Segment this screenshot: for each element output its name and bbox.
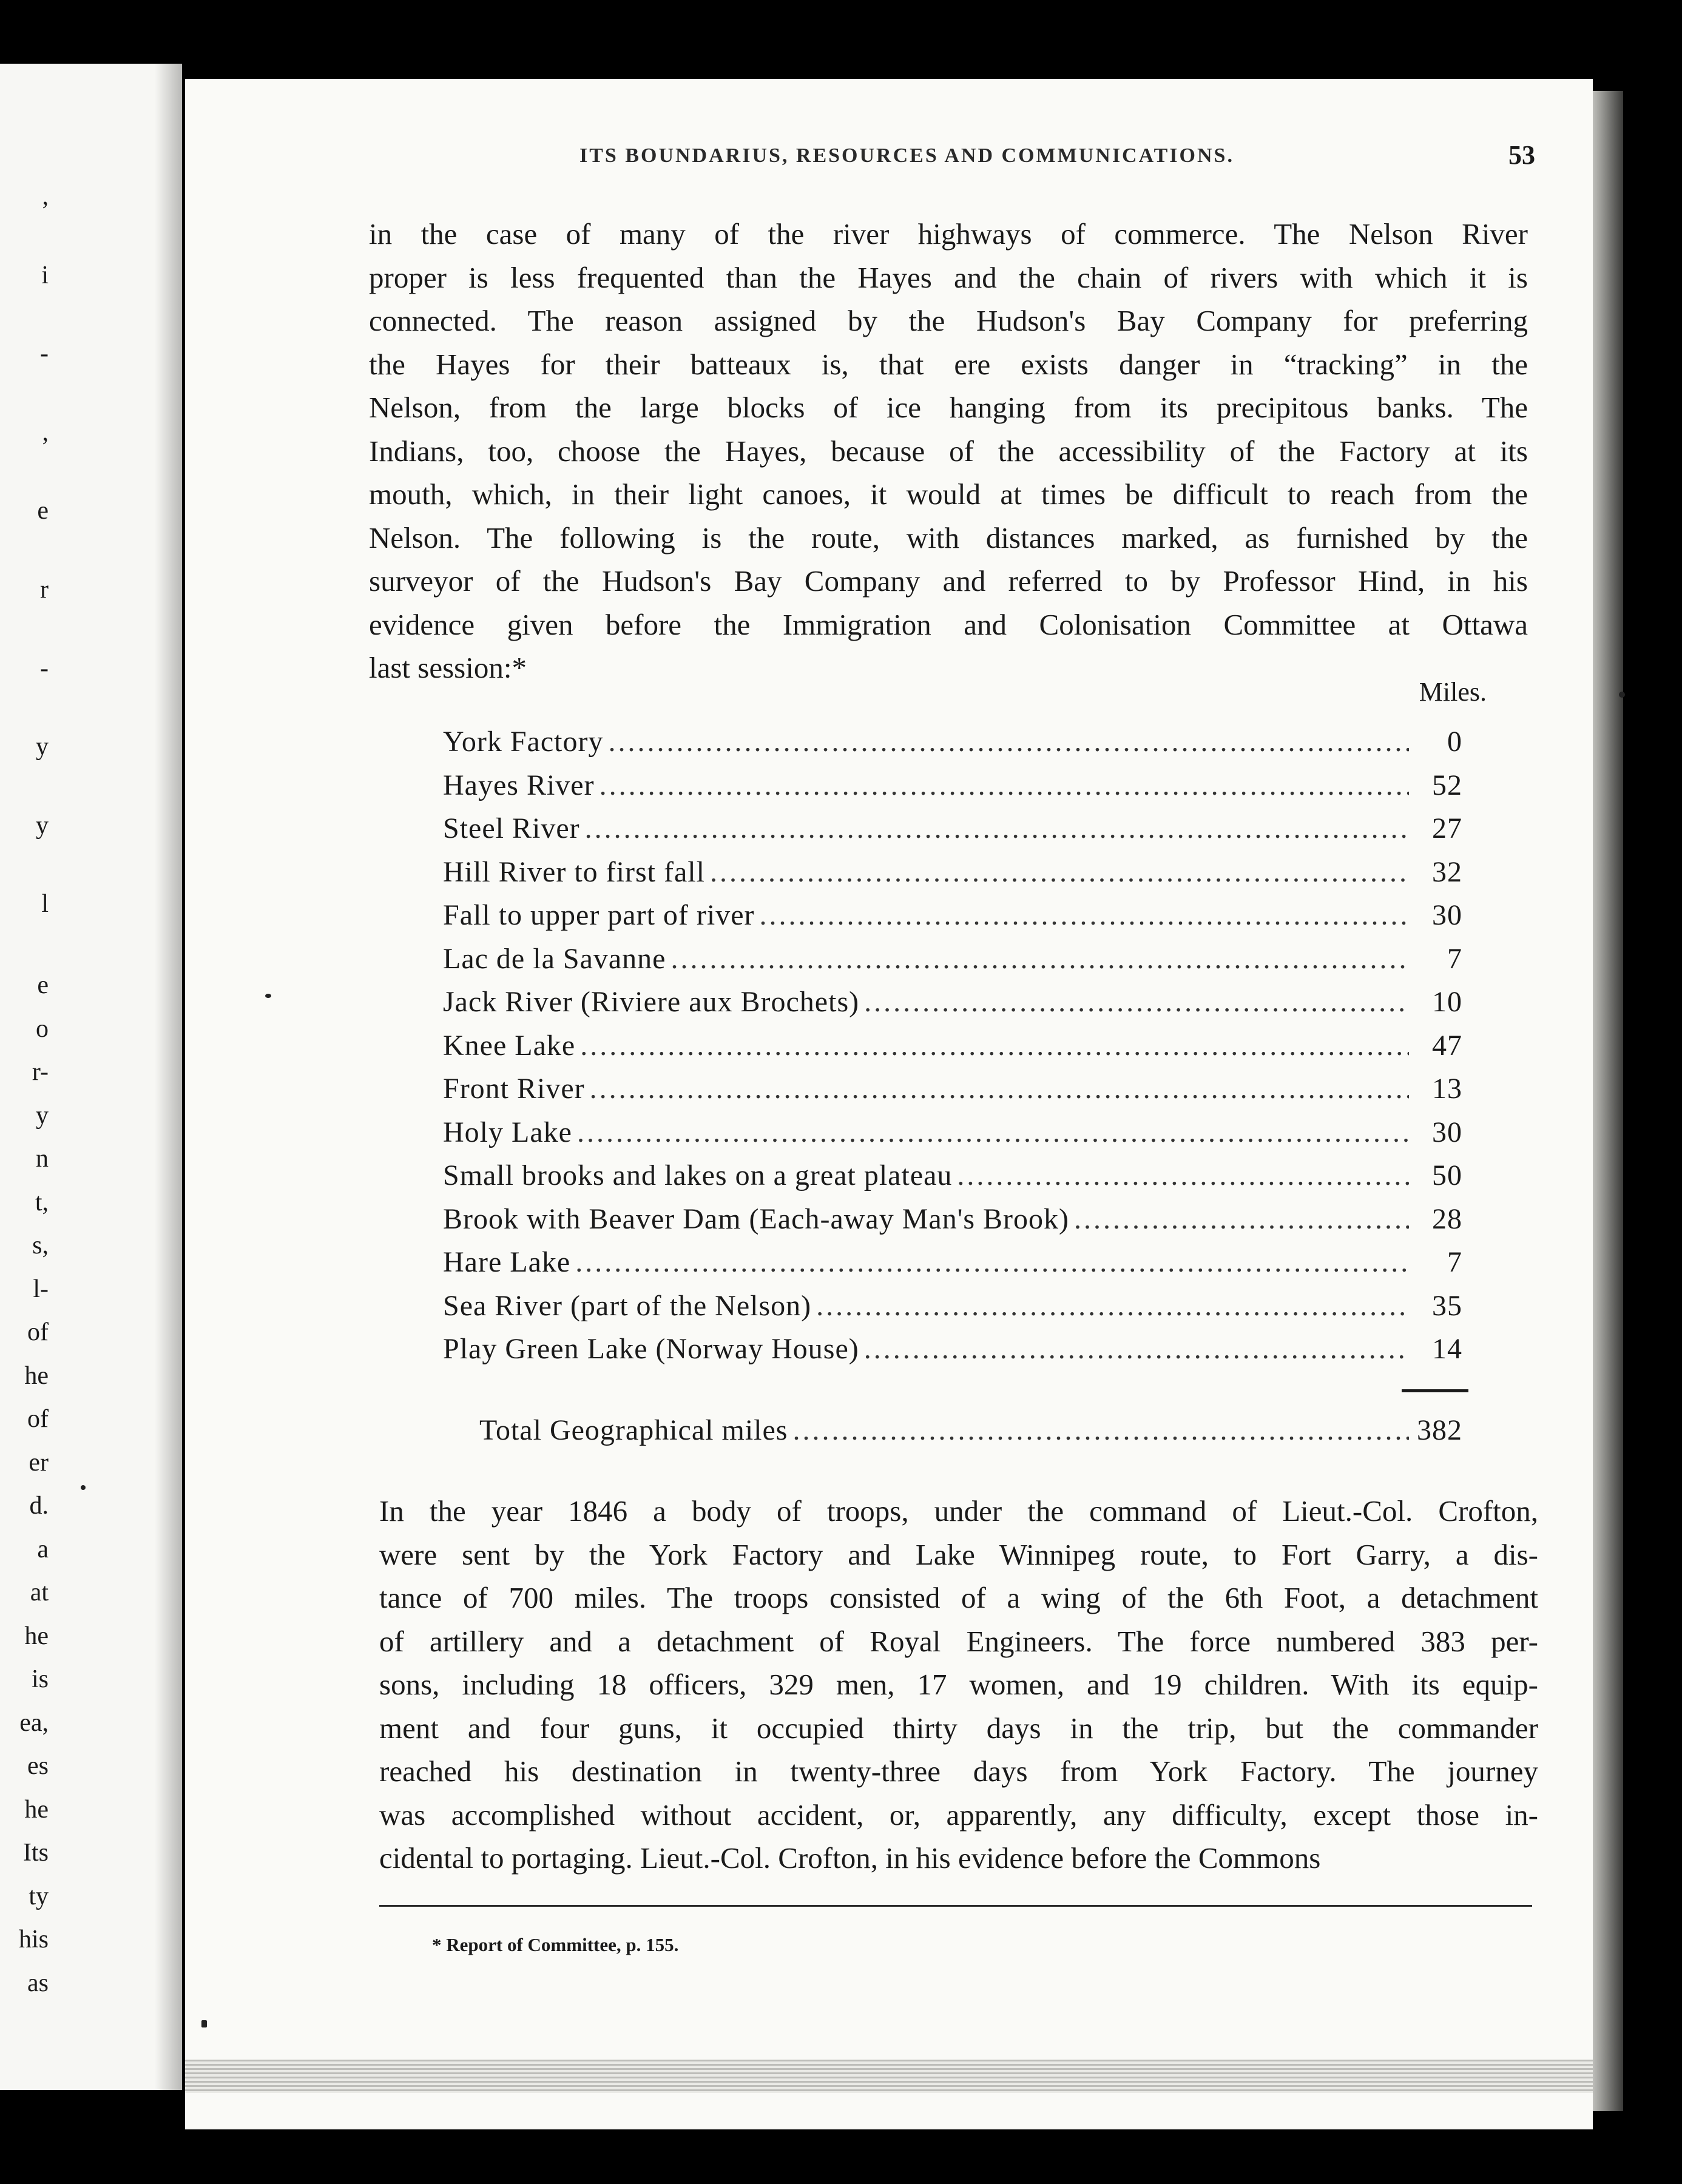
- footnote: * Report of Committee, p. 155.: [432, 1934, 679, 1955]
- route-row: [443, 942, 1462, 986]
- text-line: In the year 1846 a body of troops, under the command of Lieut.-Col. Crofton,: [379, 1494, 1538, 1528]
- route-row: [443, 1029, 1462, 1073]
- footnote-rule: [379, 1905, 1532, 1907]
- scan-speck: [201, 2020, 207, 2027]
- scan-speck: [81, 1485, 86, 1490]
- left-page-fragment: n: [36, 1145, 49, 1173]
- text-line: cidental to portaging. Lieut.-Col. Crofton, in his evidence before the Commons: [379, 1841, 1321, 1875]
- left-page-fragment: at: [30, 1579, 49, 1606]
- dot-leader: [864, 1332, 1409, 1366]
- route-row: [443, 1245, 1462, 1289]
- dot-leader: [575, 1245, 1409, 1279]
- left-page-fragment: is: [31, 1665, 49, 1693]
- book-gutter: [155, 64, 182, 2090]
- dot-leader: [816, 1289, 1409, 1323]
- route-row: [443, 898, 1462, 942]
- left-page-fragment: s,: [32, 1232, 49, 1259]
- left-page-fragment: o: [36, 1014, 49, 1043]
- route-miles: 50: [1432, 1159, 1462, 1191]
- left-page-fragment: Its: [23, 1839, 49, 1867]
- left-page-fragment: e: [37, 971, 49, 999]
- left-page-edge: [0, 64, 182, 2090]
- left-page-fragment: ,: [42, 418, 49, 447]
- route-place: Front River: [443, 1073, 585, 1105]
- route-place: York Factory: [443, 726, 604, 758]
- route-row: [443, 1116, 1462, 1159]
- left-page-fragment: y: [36, 811, 49, 840]
- text-line: Nelson. The following is the route, with distances marked, as furnished by the: [369, 521, 1528, 554]
- route-distance-table: [443, 725, 1462, 1376]
- text-line: tance of 700 miles. The troops consisted of a wing of the 6th Foot, a detachment: [379, 1581, 1538, 1614]
- left-page-fragment: of: [27, 1318, 49, 1346]
- text-line: Nelson, from the large blocks of ice hanging from its precipitous banks. The: [369, 391, 1528, 424]
- left-page-fragment: he: [24, 1622, 49, 1650]
- left-page-fragment: l: [41, 890, 49, 918]
- route-row: [443, 1159, 1462, 1202]
- scan-speck: [265, 994, 271, 998]
- route-place: Sea River (part of the Nelson): [443, 1289, 812, 1322]
- left-page-fragment: a: [37, 1535, 49, 1563]
- route-row: [443, 985, 1462, 1029]
- route-total-row: [479, 1414, 1462, 1447]
- left-page-fragment: e: [37, 497, 49, 525]
- total-rule: [1402, 1389, 1468, 1392]
- text-line: surveyor of the Hudson's Bay Company and referred to by Professor Hind, in his: [369, 564, 1528, 598]
- text-line: in the case of many of the river highways of commerce. The Nelson River: [369, 217, 1528, 251]
- dot-leader: [577, 1116, 1409, 1149]
- text-line: reached his destination in twenty-three days from York Factory. The journey: [379, 1754, 1538, 1788]
- left-page-fragment: he: [24, 1361, 49, 1390]
- dot-leader: [600, 769, 1409, 802]
- route-row: [443, 1332, 1462, 1376]
- dot-leader: [710, 855, 1409, 889]
- dot-leader: [864, 985, 1409, 1019]
- route-row: [443, 1202, 1462, 1246]
- left-page-fragment: -: [40, 340, 49, 368]
- left-page-fragment: of: [27, 1405, 49, 1433]
- text-line: was accomplished without accident, or, apparently, any difficulty, except those in-: [379, 1798, 1538, 1832]
- left-page-fragment: er: [29, 1448, 49, 1477]
- page-number: 53: [1508, 140, 1535, 170]
- route-miles: 10: [1432, 986, 1462, 1018]
- route-miles: 32: [1432, 855, 1462, 888]
- left-page-fragment: t,: [35, 1188, 49, 1216]
- route-place: Hayes River: [443, 769, 595, 801]
- text-line: last session:*: [369, 651, 527, 684]
- left-page-fragment: y: [36, 733, 49, 761]
- route-place: Holy Lake: [443, 1116, 572, 1148]
- scan-speck: [1619, 692, 1625, 698]
- text-line: ment and four guns, it occupied thirty days in the trip, but the commander: [379, 1711, 1538, 1745]
- route-row: [443, 769, 1462, 812]
- route-miles: 47: [1432, 1029, 1462, 1062]
- total-miles: 382: [1417, 1414, 1462, 1446]
- text-line: were sent by the York Factory and Lake Winnipeg route, to Fort Garry, a dis-: [379, 1537, 1538, 1571]
- route-place: Steel River: [443, 812, 580, 844]
- running-head: ITS BOUNDARIUS, RESOURCES AND COMMUNICATIONS.: [579, 144, 1234, 167]
- dot-leader: [1074, 1202, 1409, 1236]
- route-miles: 30: [1432, 1116, 1462, 1148]
- left-page-fragment: i: [41, 261, 49, 289]
- dot-leader: [792, 1414, 1409, 1447]
- text-line: proper is less frequented than the Hayes and the chain of rivers with which it is: [369, 260, 1528, 294]
- text-line: sons, including 18 officers, 329 men, 17 women, and 19 children. With its equip-: [379, 1668, 1538, 1701]
- left-page-fragment: his: [18, 1926, 49, 1953]
- left-page-fragment: r-: [32, 1058, 49, 1086]
- route-miles: 7: [1447, 1246, 1462, 1278]
- route-place: Play Green Lake (Norway House): [443, 1333, 859, 1365]
- dot-leader: [608, 725, 1409, 758]
- left-page-fragment: l-: [33, 1275, 49, 1303]
- route-miles: 14: [1432, 1333, 1462, 1365]
- text-line: Indians, too, choose the Hayes, because of the accessibility of the Factory at its: [369, 434, 1528, 468]
- page-stack-edge: [185, 2060, 1593, 2093]
- text-line: mouth, which, in their light canoes, it would at times be difficult to reach from the: [369, 477, 1528, 511]
- dot-leader: [580, 1029, 1409, 1062]
- dot-leader: [760, 898, 1409, 932]
- route-miles: 7: [1447, 942, 1462, 975]
- route-row: [443, 855, 1462, 899]
- dot-leader: [585, 812, 1409, 845]
- left-page-fragment: -: [40, 654, 49, 682]
- dot-leader: [957, 1159, 1409, 1192]
- dot-leader: [590, 1072, 1409, 1105]
- route-miles: 35: [1432, 1289, 1462, 1322]
- text-line: of artillery and a detachment of Royal Engineers. The force numbered 383 per-: [379, 1624, 1538, 1658]
- left-page-fragment: es: [27, 1752, 49, 1780]
- left-page-fragment: y: [36, 1101, 49, 1130]
- route-row: [443, 725, 1462, 769]
- route-place: Hare Lake: [443, 1246, 571, 1278]
- left-page-fragment: ea,: [19, 1708, 49, 1737]
- route-place: Fall to upper part of river: [443, 899, 755, 931]
- text-line: evidence given before the Immigration and Colonisation Committee at Ottawa: [369, 607, 1528, 641]
- left-page-fragment: ty: [29, 1882, 49, 1910]
- route-place: Hill River to first fall: [443, 855, 705, 888]
- route-miles: 13: [1432, 1073, 1462, 1105]
- route-place: Jack River (Riviere aux Brochets): [443, 986, 860, 1018]
- route-miles: 28: [1432, 1202, 1462, 1235]
- route-row: [443, 1072, 1462, 1116]
- left-page-text-fragments: [0, 64, 49, 2090]
- total-label: Total Geographical miles: [479, 1414, 788, 1446]
- left-page-fragment: d.: [29, 1492, 49, 1520]
- left-page-fragment: he: [24, 1795, 49, 1824]
- route-row: [443, 1289, 1462, 1333]
- route-place: Brook with Beaver Dam (Each-away Man's Brook): [443, 1202, 1070, 1235]
- left-page-fragment: ,: [42, 183, 49, 211]
- route-place: Knee Lake: [443, 1029, 576, 1062]
- text-line: the Hayes for their batteaux is, that ere exists danger in “tracking” in the: [369, 347, 1528, 381]
- paragraph-crofton-expedition: [379, 1489, 1538, 1880]
- route-place: Lac de la Savanne: [443, 942, 666, 975]
- route-place: Small brooks and lakes on a great plateau: [443, 1159, 953, 1191]
- route-miles: 52: [1432, 769, 1462, 801]
- dot-leader: [670, 942, 1409, 976]
- route-miles: 0: [1447, 726, 1462, 758]
- left-page-fragment: as: [27, 1969, 49, 1997]
- paragraph-route-intro: [369, 212, 1528, 690]
- route-row: [443, 812, 1462, 855]
- route-miles: 30: [1432, 899, 1462, 931]
- text-line: connected. The reason assigned by the Hudson's Bay Company for preferring: [369, 304, 1528, 337]
- miles-column-header: Miles.: [1419, 677, 1487, 707]
- route-miles: 27: [1432, 812, 1462, 844]
- left-page-fragment: r: [40, 576, 49, 604]
